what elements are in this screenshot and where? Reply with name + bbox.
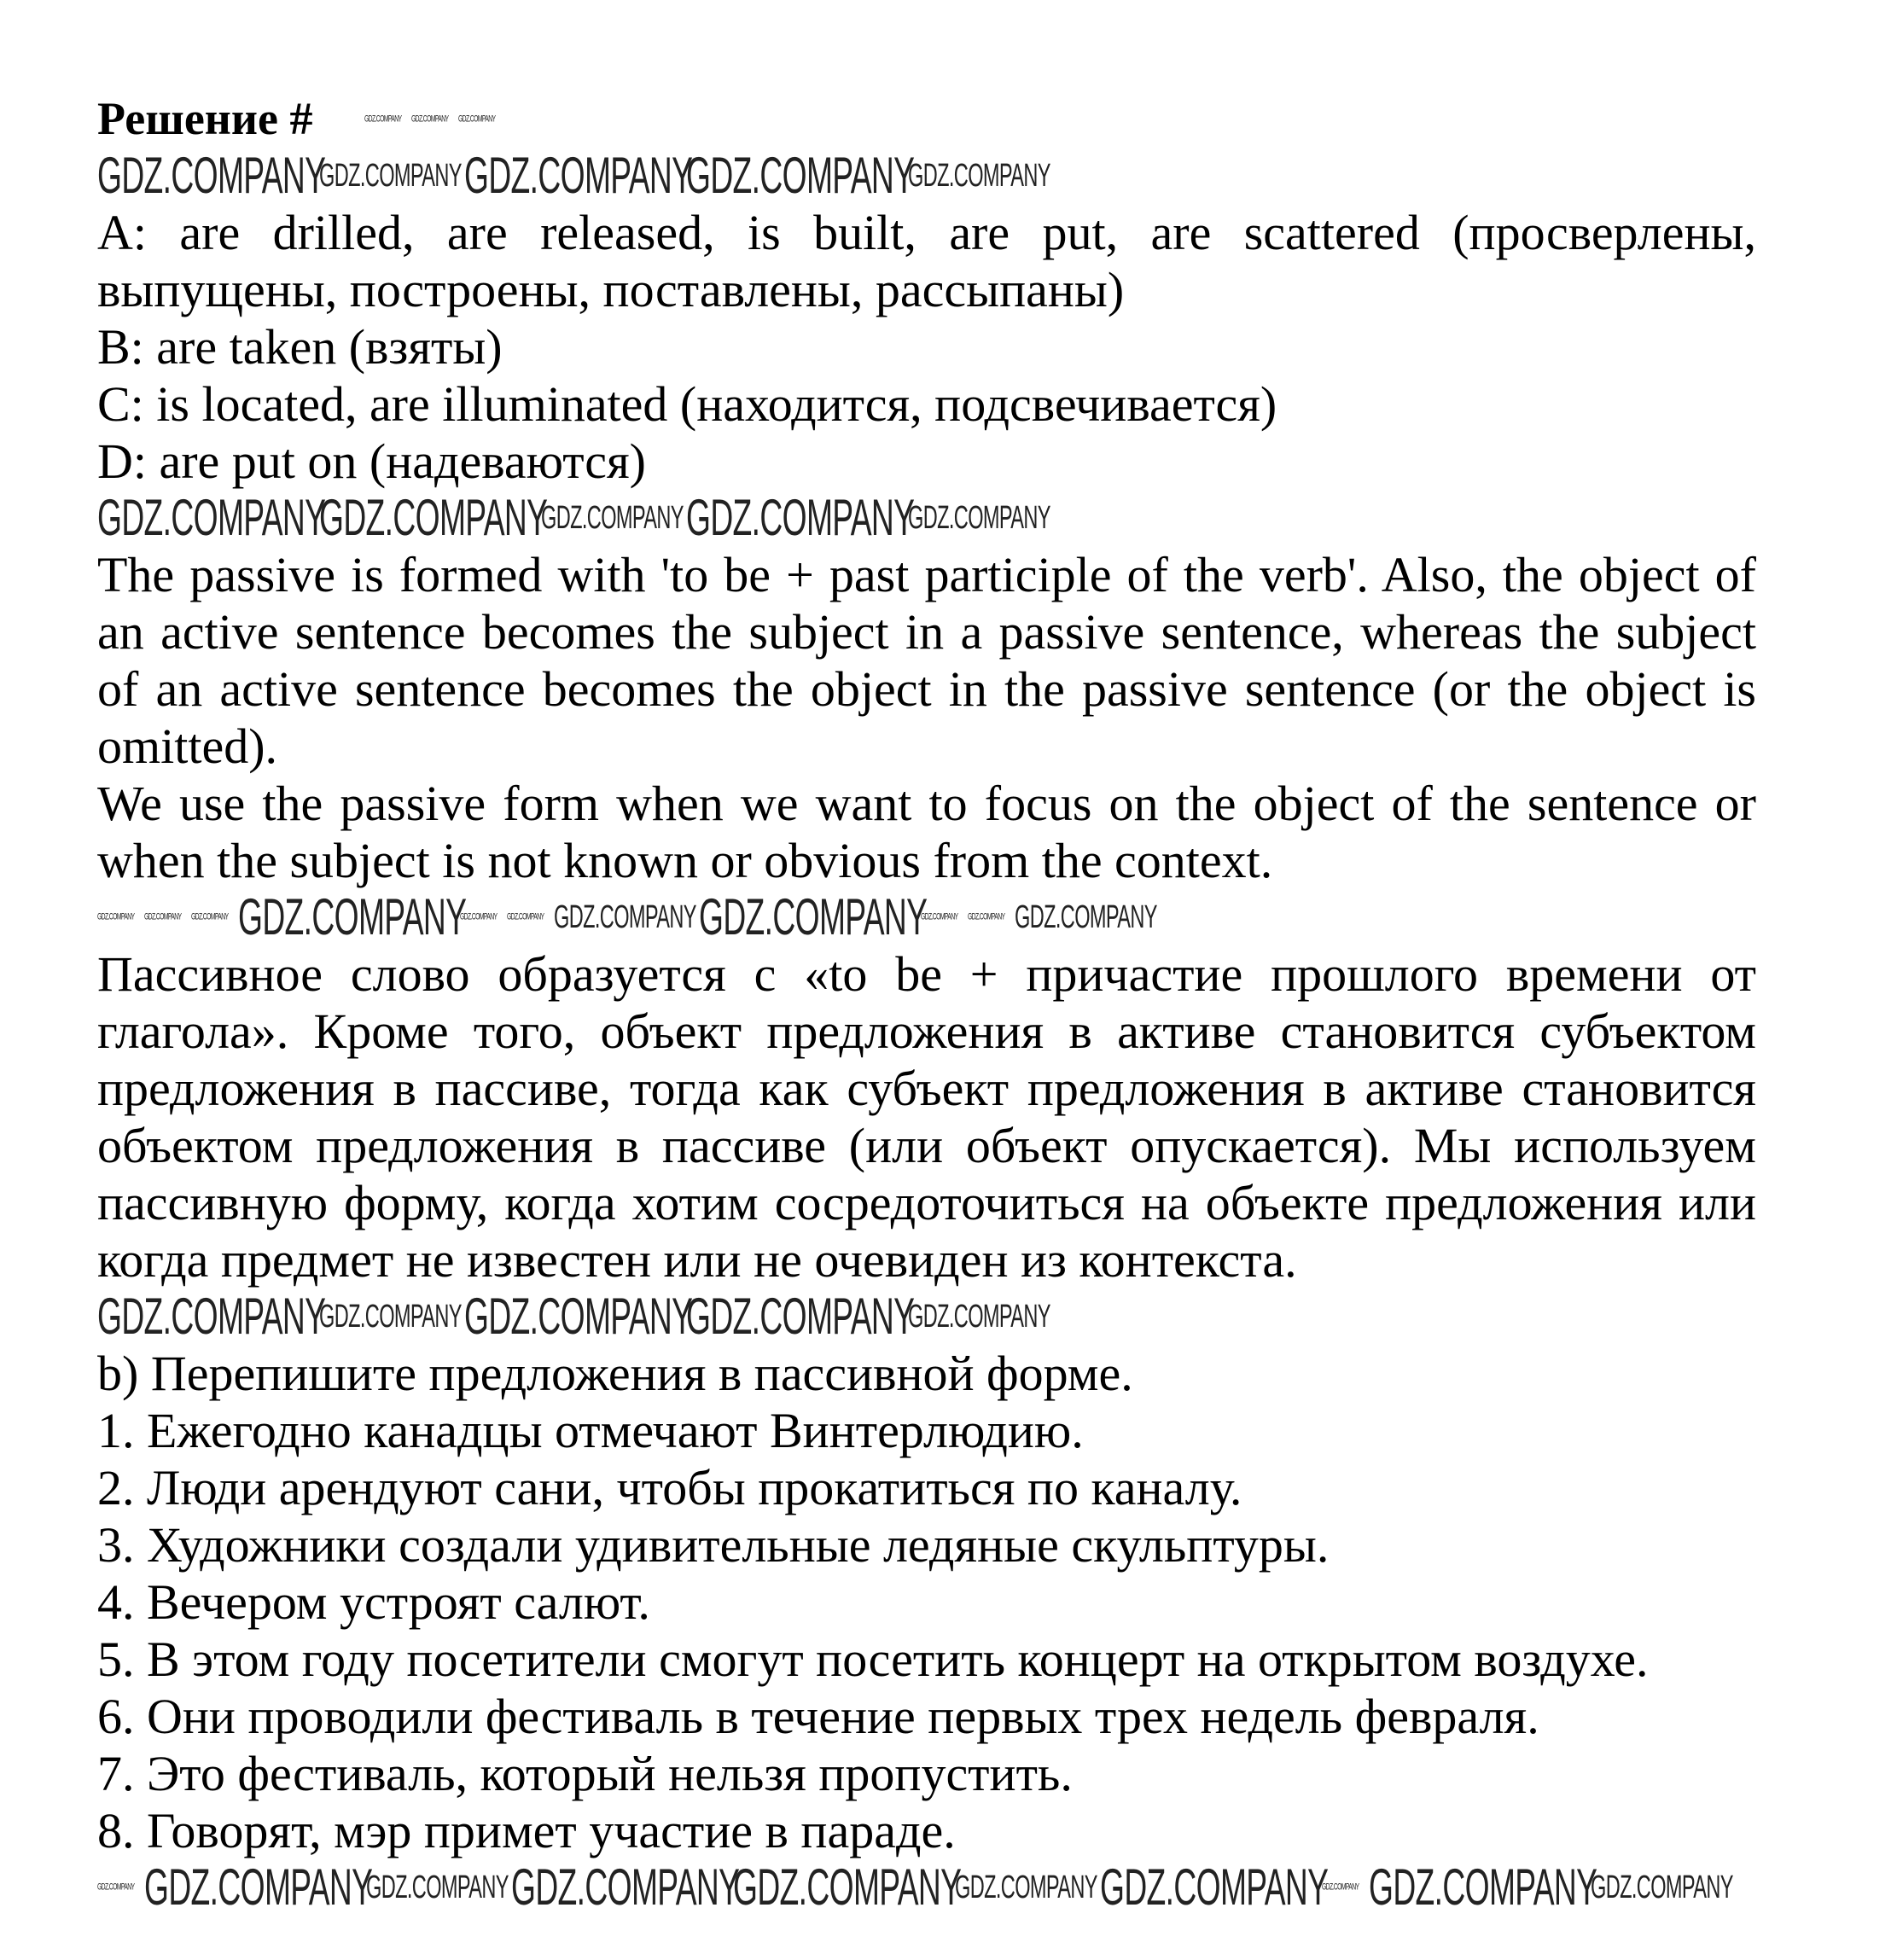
- watermark-text: GDZ.COMPANY: [97, 1288, 326, 1345]
- watermark-text: GDZ.COMPANY: [1369, 1858, 1597, 1916]
- watermark-text: GDZ.COMPANY: [507, 911, 544, 922]
- watermark: [97, 147, 326, 204]
- watermark: [97, 489, 326, 546]
- watermark-text: GDZ.COMPANY: [97, 911, 135, 922]
- answer-b: B: are taken (взяты): [97, 319, 503, 375]
- watermark: [319, 150, 464, 201]
- watermark-text: GDZ.COMPANY: [686, 489, 915, 546]
- list-item: 4. Вечером устроят салют.: [97, 1574, 650, 1630]
- watermark-text: GDZ.COMPANY: [1322, 1881, 1359, 1893]
- watermark: [97, 1862, 144, 1913]
- watermark-text: GDZ.COMPANY: [191, 911, 229, 922]
- list-item: 5. В этом году посетители смогут посетить концерт на открытом воздухе.: [97, 1631, 1649, 1687]
- watermark-text: GDZ.COMPANY: [511, 1858, 740, 1916]
- task-b: [97, 1345, 1756, 1859]
- watermark-text: GDZ.COMPANY: [410, 113, 448, 124]
- watermark: [1591, 1862, 1736, 1913]
- watermark-text: GDZ.COMPANY: [464, 1288, 693, 1345]
- explanation-en-1: The passive is formed with 'to be + past participle of the verb'. Also, the object of an active sentence becomes the subject in a passive sentence, whereas the subject of an active sentence becomes the object in the passive sentence (or the object is omitted).: [97, 547, 1756, 774]
- watermark: [411, 94, 458, 145]
- list-item: 8. Говорят, мэр примет участие в параде.: [97, 1803, 956, 1858]
- watermark: [686, 147, 915, 204]
- watermark: [908, 1291, 1053, 1342]
- list-item: 1. Ежегодно канадцы отмечают Винтерлюдию.: [97, 1403, 1084, 1458]
- watermark: [238, 888, 467, 945]
- watermark: [460, 892, 507, 943]
- watermark-row: [97, 490, 1756, 546]
- watermark: [1100, 1858, 1329, 1916]
- task-b-title: b) Перепишите предложения в пассивной форме.: [97, 1346, 1133, 1401]
- watermark: [97, 1288, 326, 1345]
- explanation-en-2: We use the passive form when we want to focus on the object of the sentence or when the subject is not known or obvious from the context.: [97, 776, 1756, 888]
- watermark: [686, 489, 915, 546]
- watermark-text: GDZ.COMPANY: [686, 147, 915, 204]
- watermark-text: GDZ.COMPANY: [1015, 899, 1157, 935]
- watermark-text: GDZ.COMPANY: [955, 1870, 1097, 1905]
- watermark: [364, 94, 411, 145]
- heading-row: [97, 90, 1756, 148]
- explanation-ru: Пассивное слово образуется с «to be + причастие прошлого времени от глагола». Кроме того, объект предложения в активе становится субъектом предложения в пассиве, тогда как субъект предложения в активе становится объектом предложения в пассиве (или объект опускается). Мы используем пассивную форму, когда хотим сосредоточиться на объекте предложения или когда предмет не известен или не очевиден из контекста.: [97, 946, 1756, 1288]
- watermark: [908, 150, 1053, 201]
- watermark-row: [97, 1859, 1756, 1916]
- watermark: [366, 1862, 511, 1913]
- watermark-text: GDZ.COMPANY: [144, 1858, 373, 1916]
- watermark-text: GDZ.COMPANY: [464, 147, 693, 204]
- answer-c: C: is located, are illuminated (находится, подсвечивается): [97, 376, 1277, 432]
- watermark: [144, 1858, 373, 1916]
- watermark-row: [97, 148, 1756, 204]
- list-item: 3. Художники создали удивительные ледяные скульптуры.: [97, 1517, 1330, 1573]
- watermark: [921, 892, 968, 943]
- watermark: [1322, 1862, 1369, 1913]
- watermark: [458, 94, 505, 145]
- watermark: [507, 892, 554, 943]
- watermark: [144, 892, 191, 943]
- answer-a: A: are drilled, are released, is built, are put, are scattered (просверлены, выпущены, построены, поставлены, рассыпаны): [97, 205, 1756, 317]
- watermark: [97, 892, 144, 943]
- watermark: [733, 1858, 962, 1916]
- watermark-text: GDZ.COMPANY: [686, 1288, 915, 1345]
- watermark-text: GDZ.COMPANY: [699, 888, 928, 945]
- watermark: [968, 892, 1015, 943]
- watermark-row: [97, 889, 1756, 945]
- watermark-text: GDZ.COMPANY: [733, 1858, 962, 1916]
- answer-d: D: are put on (надеваются): [97, 433, 646, 489]
- watermark: [1015, 892, 1160, 943]
- watermark-text: GDZ.COMPANY: [319, 158, 462, 194]
- list-item: 7. Это фестиваль, который нельзя пропустить.: [97, 1746, 1073, 1801]
- watermark-text: GDZ.COMPANY: [968, 911, 1005, 922]
- page-heading: Решение #: [97, 93, 313, 144]
- watermark: [511, 1858, 740, 1916]
- list-item: 2. Люди арендуют сани, чтобы прокатиться по каналу.: [97, 1460, 1242, 1515]
- watermark: [1369, 1858, 1597, 1916]
- watermark: [955, 1862, 1100, 1913]
- watermark-text: GDZ.COMPANY: [1100, 1858, 1329, 1916]
- watermark: [319, 489, 548, 546]
- watermark-text: GDZ.COMPANY: [908, 158, 1050, 194]
- watermark-text: GDZ.COMPANY: [97, 489, 326, 546]
- watermark-text: GDZ.COMPANY: [554, 899, 696, 935]
- watermark-text: GDZ.COMPANY: [1591, 1870, 1733, 1905]
- list-item: 6. Они проводили фестиваль в течение первых трех недель февраля.: [97, 1689, 1539, 1744]
- watermark-text: GDZ.COMPANY: [319, 1299, 462, 1335]
- watermark-row: [364, 91, 505, 148]
- watermark-text: GDZ.COMPANY: [460, 911, 498, 922]
- watermark: [319, 1291, 464, 1342]
- watermark-text: GDZ.COMPANY: [97, 147, 326, 204]
- watermark-text: GDZ.COMPANY: [144, 911, 182, 922]
- watermark-text: GDZ.COMPANY: [238, 888, 467, 945]
- watermark: [686, 1288, 915, 1345]
- watermark-text: GDZ.COMPANY: [319, 489, 548, 546]
- watermark: [554, 892, 699, 943]
- watermark-text: GDZ.COMPANY: [541, 500, 684, 536]
- watermark-text: GDZ.COMPANY: [97, 1881, 135, 1893]
- watermark: [541, 492, 686, 544]
- watermark: [699, 888, 928, 945]
- watermark-text: GDZ.COMPANY: [364, 113, 401, 124]
- watermark: [908, 492, 1053, 544]
- watermark-text: GDZ.COMPANY: [908, 1299, 1050, 1335]
- watermark: [191, 892, 238, 943]
- watermark-text: GDZ.COMPANY: [908, 500, 1050, 536]
- watermark: [464, 1288, 693, 1345]
- watermark-text: GDZ.COMPANY: [366, 1870, 509, 1905]
- answers-block: [97, 204, 1756, 490]
- watermark: [464, 147, 693, 204]
- watermark-row: [97, 1288, 1756, 1345]
- watermark-text: GDZ.COMPANY: [921, 911, 958, 922]
- watermark-text: GDZ.COMPANY: [457, 113, 495, 124]
